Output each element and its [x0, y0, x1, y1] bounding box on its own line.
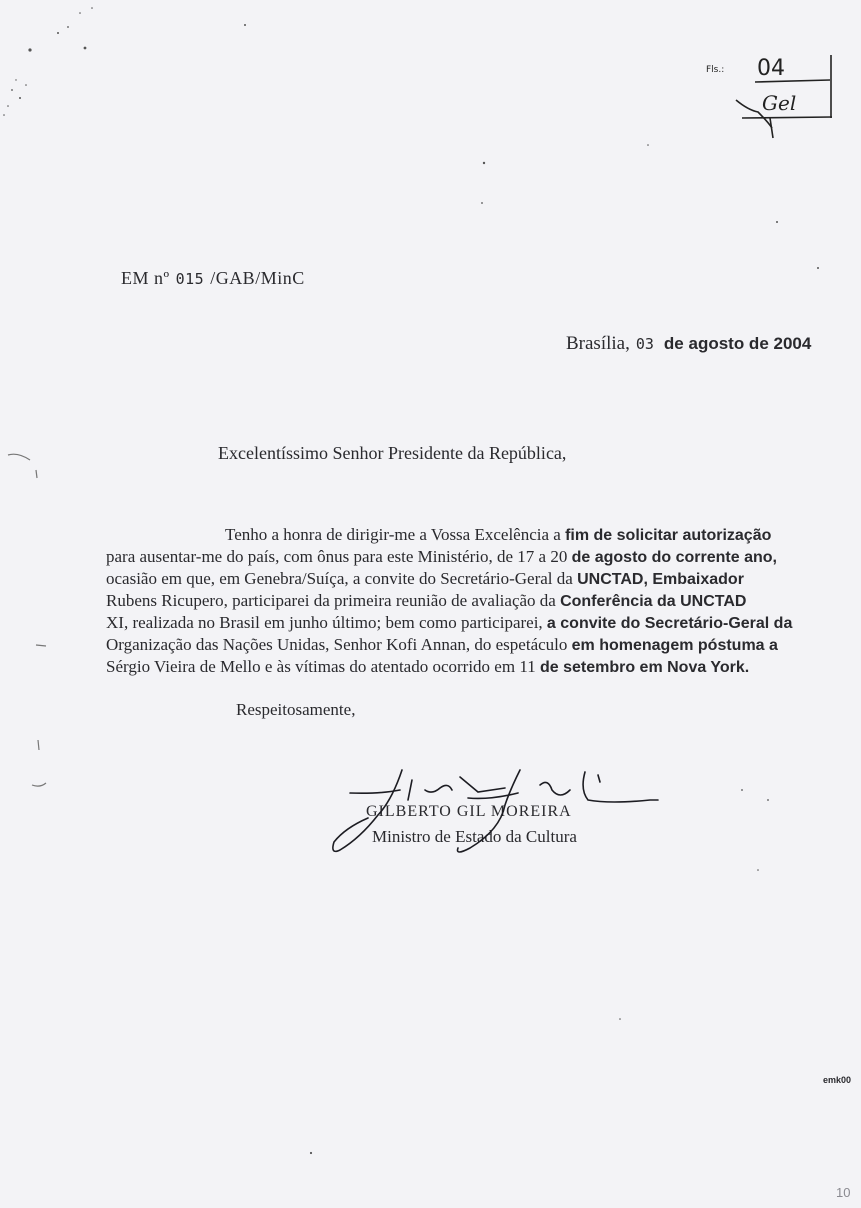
body-line-text: XI, realizada no Brasil em junho último; bem como participarei, — [106, 613, 547, 632]
closing: Respeitosamente, — [236, 700, 356, 719]
date-day: 03 — [635, 335, 654, 353]
footer-code: emk00 — [823, 1075, 852, 1085]
body-line-bold: em homenagem póstuma a — [571, 637, 778, 654]
signature-scribble — [333, 770, 658, 852]
stamp-initials: Gel — [762, 91, 797, 115]
body-line-text: Rubens Ricupero, participarei da primeira reunião de avaliação da — [106, 591, 561, 610]
folio-stamp — [706, 55, 832, 138]
stamp-folio: 04 — [757, 56, 785, 81]
body-line-text: Tenho a honra de dirigir-me a Vossa Excelência a — [225, 525, 566, 544]
body-line-text: para ausentar-me do país, com ônus para este Ministério, de 17 a 20 — [106, 547, 572, 566]
body-line-text: ocasião em que, em Genebra/Suíça, a convite do Secretário-Geral da — [106, 569, 578, 588]
stamp-label: Fls.: — [706, 65, 725, 75]
salutation: Excelentíssimo Senhor Presidente da República, — [218, 443, 567, 463]
page-number: 10 — [836, 1185, 851, 1200]
body-line-bold: Conferência da UNCTAD — [560, 593, 747, 610]
body-line-bold: de agosto do corrente ano, — [571, 549, 777, 566]
margin-marks — [8, 454, 46, 786]
date-rest: de agosto de 2004 — [663, 334, 812, 353]
scan-speckle — [3, 7, 819, 1154]
reference-number: 015 — [175, 270, 205, 288]
reference-suffix: /GAB/MinC — [210, 268, 305, 288]
body-line-text: Organização das Nações Unidas, Senhor Kofi Annan, do espetáculo — [106, 635, 572, 654]
date-city: Brasília, — [566, 333, 630, 354]
body-line-text: Sérgio Vieira de Mello e às vítimas do atentado ocorrido em 11 — [106, 657, 540, 676]
body-line-bold: fim de solicitar autorização — [565, 527, 772, 544]
body-line-bold: a convite do Secretário-Geral da — [546, 615, 793, 632]
body-line-bold: de setembro em Nova York. — [539, 659, 750, 676]
signatory-role: Ministro de Estado da Cultura — [372, 827, 577, 846]
body-line-bold: UNCTAD, Embaixador — [577, 571, 744, 588]
reference-prefix: EM nº — [121, 268, 170, 288]
signatory-name: GILBERTO GIL MOREIRA — [366, 803, 572, 820]
